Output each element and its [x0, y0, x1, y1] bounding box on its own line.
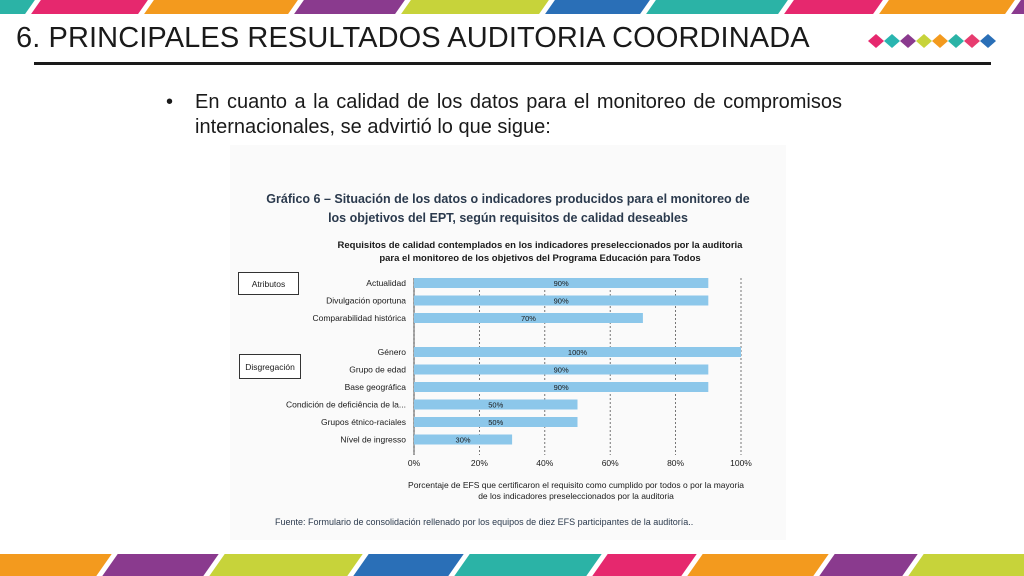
source-note: Fuente: Formulario de consolidación rellenado por los equipos de diez EFS participantes de la auditoría..: [275, 517, 694, 527]
figure-title-line2: los objetivos del EPT, según requisitos de calidad deseables: [328, 211, 688, 225]
bar-chart: [230, 145, 786, 540]
x-tick-label: 0%: [407, 458, 421, 468]
bar-value-label: 50%: [488, 418, 504, 427]
diamond-icon: [916, 34, 932, 48]
slide-title: 6. PRINCIPALES RESULTADOS AUDITORIA COORDINADA: [16, 22, 810, 54]
bottom-color-stripe: [0, 554, 1024, 576]
stripe-segment: [0, 554, 112, 576]
diamond-icon: [900, 34, 916, 48]
stripe-segment: [102, 554, 218, 576]
category-label: Condición de deficiência de la...: [285, 399, 406, 410]
stripe-segment: [646, 0, 788, 14]
bullet-text: En cuanto a la calidad de los datos para el monitoreo de compromisos internacionales, se advirtió lo que sigue:: [195, 91, 842, 138]
x-tick-label: 20%: [470, 458, 488, 468]
x-tick-label: 40%: [536, 458, 554, 468]
x-tick-label: 80%: [667, 458, 685, 468]
bar-value-label: 100%: [567, 348, 588, 357]
category-label: Grupos étnico-raciales: [320, 417, 406, 427]
stripe-segment: [819, 554, 917, 576]
group-label-attributes: Atributos: [238, 272, 299, 295]
x-tick-label: 100%: [730, 458, 752, 468]
stripe-segment: [353, 554, 463, 576]
category-label: Género: [377, 347, 406, 357]
bar-value-label: 90%: [553, 383, 569, 392]
category-label: Nível de ingresso: [340, 434, 406, 445]
category-label: Actualidad: [366, 278, 406, 288]
bar-value-label: 70%: [520, 314, 536, 323]
category-label: Grupo de edad: [349, 364, 406, 375]
stripe-segment: [144, 0, 298, 14]
bullet-icon: •: [166, 91, 174, 113]
stripe-segment: [879, 0, 1015, 14]
x-axis-label-line2: de los indicadores preseleccionados por la auditoria: [478, 491, 674, 501]
stripe-segment: [687, 554, 828, 576]
category-label: Base geográfica: [344, 382, 406, 392]
bullet-point: [166, 90, 842, 140]
top-color-stripe: [0, 0, 1024, 14]
title-divider: [34, 62, 991, 65]
stripe-segment: [294, 0, 405, 14]
stripe-segment: [209, 554, 362, 576]
diamond-icon: [868, 34, 884, 48]
stripe-segment: [545, 0, 650, 14]
bar-value-label: 30%: [455, 435, 471, 445]
group-label-disaggregation: Disgregación: [239, 354, 301, 379]
bar-value-label: 50%: [488, 400, 504, 410]
diamond-icon: [884, 34, 900, 48]
category-label: Comparabilidad histórica: [312, 313, 406, 323]
diamond-icon: [964, 34, 980, 48]
diamond-icon: [948, 34, 964, 48]
x-axis-label-line1: Porcentaje de EFS que certificaron el requisito como cumplido por todos o por la mayoria: [408, 480, 744, 490]
diamond-icon: [980, 34, 996, 48]
diamond-decoration: [868, 32, 996, 50]
stripe-segment: [908, 554, 1024, 576]
category-label: Divulgación oportuna: [326, 295, 406, 306]
diamond-icon: [932, 34, 948, 48]
chart-subtitle-line1: Requisitos de calidad contemplados en los indicadores preseleccionados por la auditoria: [337, 240, 743, 251]
bar-value-label: 90%: [553, 279, 569, 288]
stripe-segment: [0, 0, 35, 14]
x-tick-label: 60%: [601, 458, 619, 468]
bar-value-label: 90%: [553, 296, 569, 306]
stripe-segment: [401, 0, 549, 14]
stripe-segment: [31, 0, 148, 14]
bar-value-label: 90%: [553, 365, 569, 375]
chart-figure: [230, 145, 786, 540]
stripe-segment: [592, 554, 696, 576]
chart-subtitle-line2: para el monitoreo de los objetivos del Programa Educación para Todos: [379, 253, 701, 264]
figure-title-line1: Gráfico 6 – Situación de los datos o indicadores producidos para el monitoreo de: [266, 192, 750, 206]
stripe-segment: [454, 554, 601, 576]
stripe-segment: [784, 0, 883, 14]
